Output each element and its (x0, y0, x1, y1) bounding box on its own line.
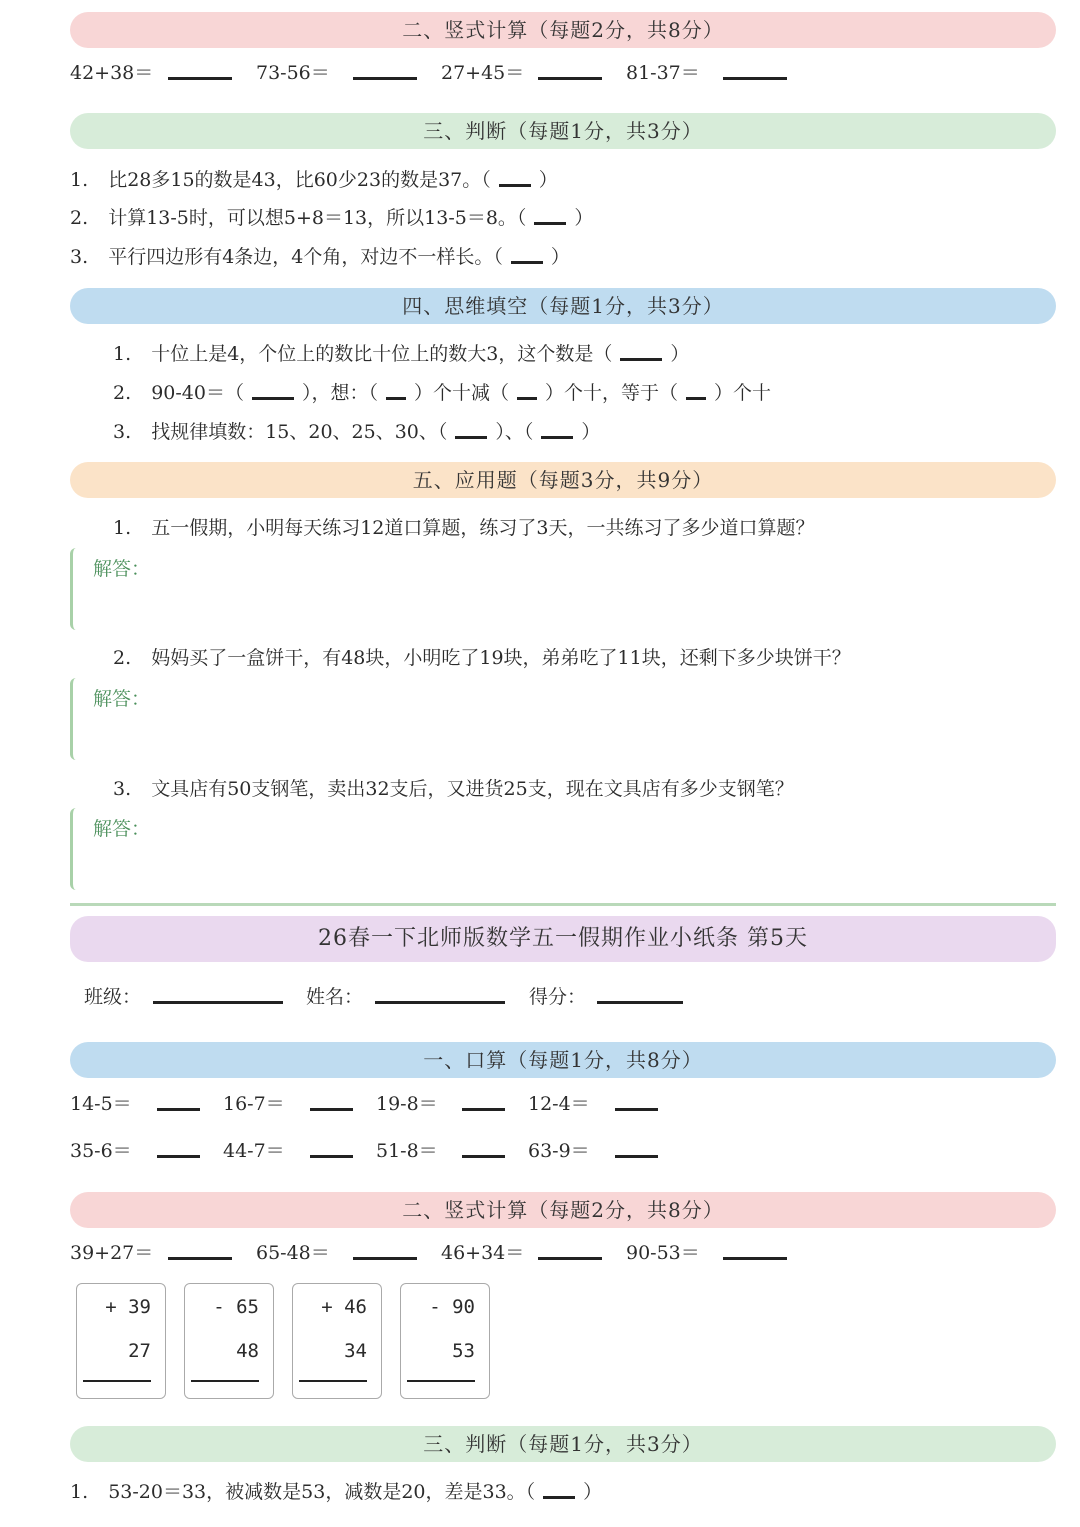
answer-blank[interactable] (615, 1108, 658, 1111)
item-text: 计算13-5时，可以想5+8＝13，所以13-5＝8。（ (108, 207, 527, 229)
problem-text: 90-53＝ (626, 1242, 700, 1264)
item-number: 2. (70, 207, 89, 229)
judge-item (70, 245, 570, 269)
section-banner-oral: 一、口算（每题1分，共8分） (70, 1042, 1056, 1078)
answer-blank[interactable] (168, 77, 232, 80)
fill-blank[interactable] (386, 397, 406, 400)
vertical-calc-box[interactable] (292, 1283, 382, 1399)
vertical-top-operand: + 46 (321, 1296, 367, 1318)
item-text: ）个十减（ (413, 382, 509, 404)
item-text: 比28多15的数是43，比60少23的数是37。（ (108, 169, 491, 191)
answer-area[interactable] (70, 808, 1053, 890)
item-text: 平行四边形有4条边，4个角，对边不一样长。（ (108, 246, 503, 268)
answer-blank[interactable] (462, 1155, 505, 1158)
sum-line (299, 1380, 367, 1382)
judge-blank[interactable] (543, 1496, 575, 1499)
fill-blank[interactable] (686, 397, 706, 400)
problem-text: 81-37＝ (626, 62, 700, 84)
judge-item (70, 1480, 602, 1504)
item-text: ），想：（ (301, 382, 378, 404)
paren-close: ） (538, 169, 558, 191)
word-problem (113, 516, 814, 540)
item-number: 2. (113, 382, 132, 404)
sum-line (407, 1380, 475, 1382)
problem-text: 16-7＝ (223, 1093, 285, 1115)
thinking-item (113, 381, 771, 405)
problem-text: 42+38＝ (70, 62, 154, 84)
vertical-top-operand: - 90 (429, 1296, 475, 1318)
item-number: 3. (70, 246, 89, 268)
score-label: 得分： (529, 986, 587, 1008)
judge-blank[interactable] (511, 261, 543, 264)
answer-blank[interactable] (615, 1155, 658, 1158)
answer-blank[interactable] (353, 1257, 417, 1260)
answer-area[interactable] (70, 678, 1053, 760)
vertical-top-operand: - 65 (213, 1296, 259, 1318)
item-text: 90-40＝（ (151, 382, 244, 404)
judge-item (70, 206, 593, 230)
item-text: 53-20＝33，被减数是53，减数是20，差是33。（ (108, 1481, 536, 1503)
vertical-bottom-operand: 34 (344, 1340, 367, 1362)
answer-blank[interactable] (538, 1257, 602, 1260)
answer-blank[interactable] (157, 1108, 200, 1111)
vertical-calc-box[interactable] (184, 1283, 274, 1399)
fill-blank[interactable] (252, 397, 294, 400)
answer-blank[interactable] (310, 1108, 353, 1111)
item-text: ）、（ (495, 421, 534, 443)
problem-text: 44-7＝ (223, 1140, 285, 1162)
problem-text: 65-48＝ (256, 1242, 330, 1264)
class-label: 班级： (84, 986, 142, 1008)
sum-line (83, 1380, 151, 1382)
section-banner-judge: 三、判断（每题1分，共3分） (70, 113, 1056, 149)
fill-blank[interactable] (455, 436, 487, 439)
score-field[interactable] (597, 1001, 683, 1004)
judge-blank[interactable] (499, 184, 531, 187)
name-label: 姓名： (306, 986, 364, 1008)
item-text: 文具店有50支钢笔，卖出32支后，又进货25支，现在文具店有多少支钢笔？ (151, 778, 794, 800)
section-banner-word-problems: 五、应用题（每题3分，共9分） (70, 462, 1056, 498)
answer-blank[interactable] (723, 77, 787, 80)
problem-text: 12-4＝ (528, 1093, 590, 1115)
problem-text: 39+27＝ (70, 1242, 154, 1264)
vertical-calc-box[interactable] (400, 1283, 490, 1399)
class-field[interactable] (153, 1001, 283, 1004)
fill-blank[interactable] (620, 358, 662, 361)
section-banner-vertical-calc: 二、竖式计算（每题2分，共8分） (70, 12, 1056, 48)
problem-text: 73-56＝ (256, 62, 330, 84)
thinking-item (113, 342, 689, 366)
thinking-item (113, 420, 600, 444)
paren-close: ） (574, 207, 594, 229)
answer-blank[interactable] (157, 1155, 200, 1158)
problem-text: 51-8＝ (376, 1140, 438, 1162)
section-banner-vertical-calc: 二、竖式计算（每题2分，共8分） (70, 1192, 1056, 1228)
answer-area[interactable] (70, 548, 1053, 630)
judge-blank[interactable] (534, 222, 566, 225)
problem-text: 14-5＝ (70, 1093, 132, 1115)
fill-blank[interactable] (517, 397, 537, 400)
problem-text: 19-8＝ (376, 1093, 438, 1115)
item-number: 1. (70, 169, 89, 191)
section-banner-thinking: 四、思维填空（每题1分，共3分） (70, 288, 1056, 324)
item-number: 3. (113, 421, 132, 443)
vertical-bottom-operand: 53 (452, 1340, 475, 1362)
vertical-bottom-operand: 27 (128, 1340, 151, 1362)
vertical-bottom-operand: 48 (236, 1340, 259, 1362)
answer-blank[interactable] (168, 1257, 232, 1260)
item-number: 2. (113, 647, 132, 669)
page-title: 26春一下北师版数学五一假期作业小纸条 第5天 (70, 916, 1056, 962)
judge-item (70, 168, 558, 192)
item-text: 十位上是4，个位上的数比十位上的数大3，这个数是（ (151, 343, 613, 365)
item-number: 1. (70, 1481, 89, 1503)
word-problem (113, 777, 794, 801)
item-text: 五一假期，小明每天练习12道口算题，练习了3天，一共练习了多少道口算题？ (151, 517, 815, 539)
answer-blank[interactable] (538, 77, 602, 80)
vertical-calc-box[interactable] (76, 1283, 166, 1399)
item-text: ）个十，等于（ (545, 382, 679, 404)
vertical-top-operand: + 39 (105, 1296, 151, 1318)
item-text: ）个十 (714, 382, 772, 404)
word-problem (113, 646, 851, 670)
answer-blank[interactable] (310, 1155, 353, 1158)
section-divider (70, 903, 1056, 906)
problem-text: 46+34＝ (441, 1242, 525, 1264)
paren-close: ） (550, 246, 570, 268)
item-text: ） (670, 343, 690, 365)
paren-close: ） (583, 1481, 603, 1503)
problem-text: 35-6＝ (70, 1140, 132, 1162)
item-text: ） (581, 421, 601, 443)
item-number: 1. (113, 517, 132, 539)
answer-label: 解答： (93, 558, 151, 580)
sum-line (191, 1380, 259, 1382)
problem-text: 63-9＝ (528, 1140, 590, 1162)
answer-label: 解答： (93, 818, 151, 840)
fill-blank[interactable] (541, 436, 573, 439)
item-text: 妈妈买了一盒饼干，有48块，小明吃了19块，弟弟吃了11块，还剩下多少块饼干？ (151, 647, 851, 669)
answer-label: 解答： (93, 688, 151, 710)
problem-text: 27+45＝ (441, 62, 525, 84)
item-number: 1. (113, 343, 132, 365)
section-banner-judge: 三、判断（每题1分，共3分） (70, 1426, 1056, 1462)
answer-blank[interactable] (353, 77, 417, 80)
answer-blank[interactable] (462, 1108, 505, 1111)
item-text: 找规律填数：15、20、25、30、（ (151, 421, 448, 443)
name-field[interactable] (375, 1001, 505, 1004)
item-number: 3. (113, 778, 132, 800)
answer-blank[interactable] (723, 1257, 787, 1260)
